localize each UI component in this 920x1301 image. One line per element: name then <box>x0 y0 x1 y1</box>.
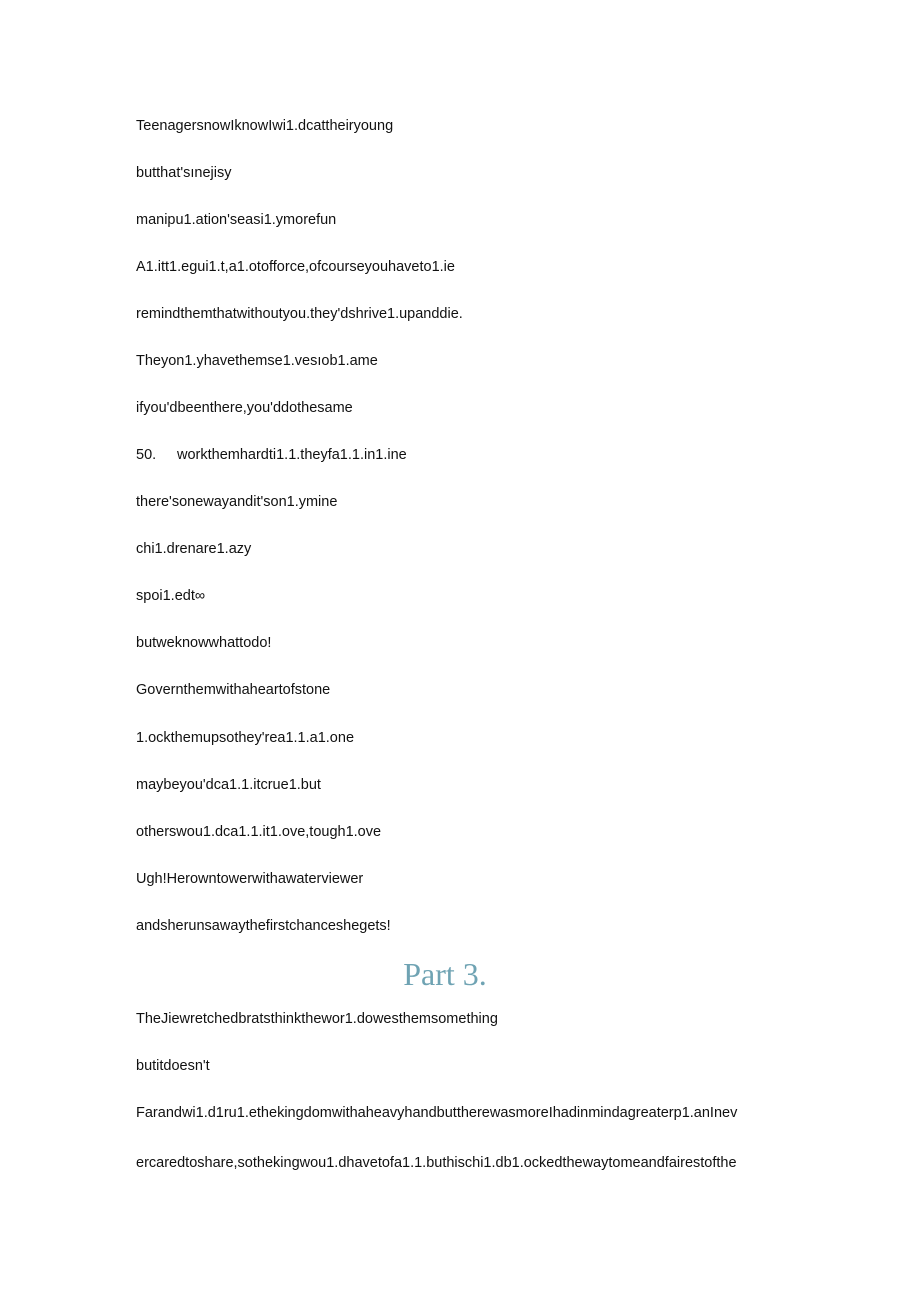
text-line: Farandwi1.d1ru1.ethekingdomwithaheavyhandbuttherewasmoreIhadinmindagreaterp1.anInev <box>136 1105 738 1121</box>
text-line: there'sonewayandit'son1.ymine <box>136 494 338 510</box>
text-line: manipu1.ation'seasi1.ymorefun <box>136 212 337 228</box>
text-line: chi1.drenare1.azy <box>136 541 252 557</box>
text-line: butweknowwhattodo! <box>136 635 272 651</box>
text-line: TeenagersnowIknowIwi1.dcattheiryoung <box>136 118 394 134</box>
text-line: andsherunsawaythefirstchanceshegets! <box>136 918 391 934</box>
text-line: ercaredtoshare,sothekingwou1.dhavetofa1.1.buthischi1.db1.ockedthewaytomeandfairestofthe <box>136 1155 737 1171</box>
text-line: Governthemwithaheartofstone <box>136 682 331 698</box>
text-line: maybeyou'dca1.1.itcrue1.but <box>136 777 321 793</box>
text-line: otherswou1.dca1.1.it1.ove,tough1.ove <box>136 824 382 840</box>
text-line: Ugh!Herowntowerwithawaterviewer <box>136 871 364 887</box>
text-line: ifyou'dbeenthere,you'ddothesame <box>136 400 353 416</box>
text-line: remindthemthatwithoutyou.they'dshrive1.upanddie. <box>136 306 463 322</box>
text-line: Theyon1.yhavethemse1.vesıob1.ame <box>136 353 378 369</box>
numbered-text-line <box>136 446 407 464</box>
text-line: TheJiewretchedbratsthinkthewor1.dowesthemsomething <box>136 1011 498 1027</box>
text-line: A1.itt1.egui1.t,a1.otofforce,ofcourseyouhaveto1.ie <box>136 259 455 275</box>
text-line: 1.ockthemupsothey'rea1.1.a1.one <box>136 730 355 746</box>
text-line: spoi1.edt∞ <box>136 588 206 604</box>
line-text: workthemhardti1.1.theyfa1.1.in1.ine <box>177 447 407 463</box>
line-number: 50. <box>136 447 157 463</box>
section-heading: Part 3. <box>403 956 487 992</box>
text-line: butitdoesn't <box>136 1058 210 1074</box>
text-line: butthat'sınejisy <box>136 165 232 181</box>
